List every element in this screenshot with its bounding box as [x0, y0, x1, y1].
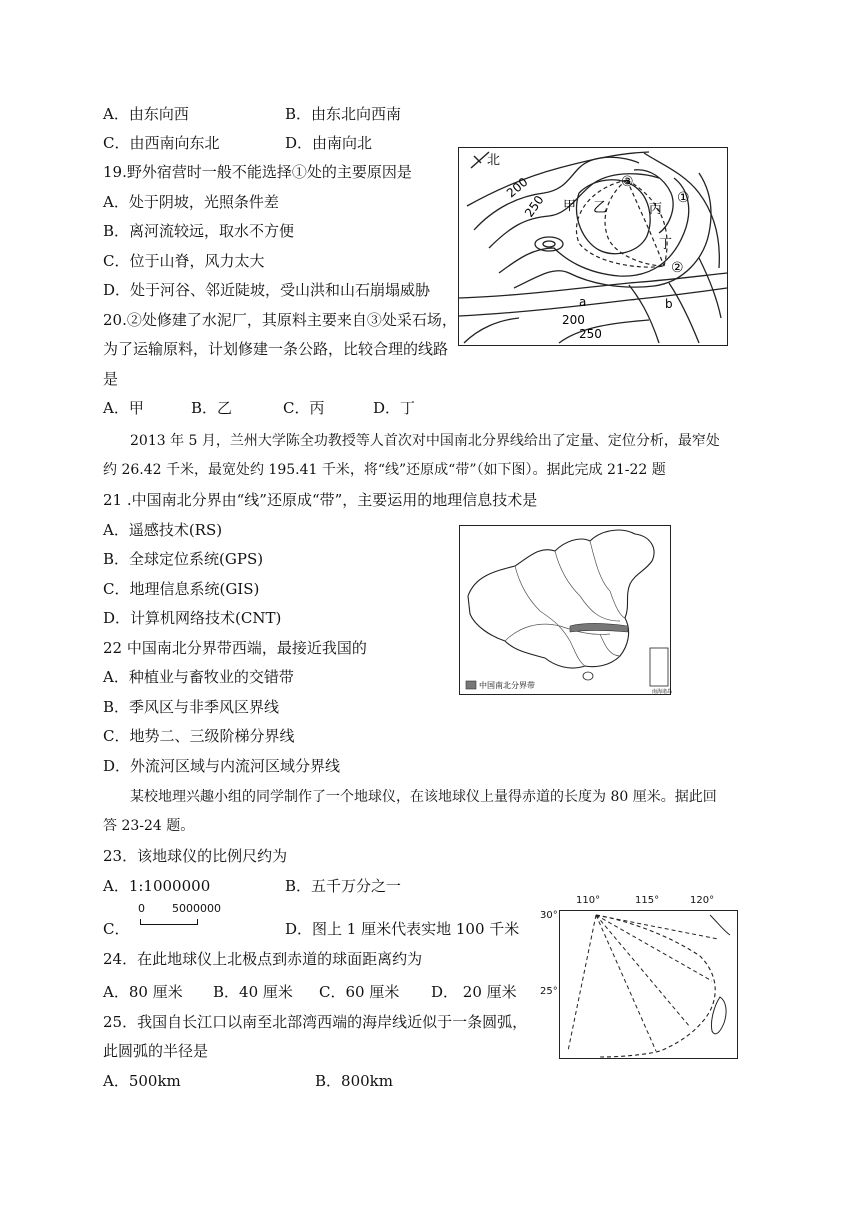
option-d: D．图上 1 厘米代表实地 100 千米	[285, 920, 520, 938]
river-label-b: b	[665, 297, 673, 311]
coastline-map-drawing	[560, 911, 737, 1058]
option-a: A．80 厘米	[103, 983, 183, 1001]
option-b: B．800km	[315, 1072, 393, 1090]
option-c: C．由西南向东北	[103, 134, 220, 152]
option-c: C．	[103, 920, 130, 938]
option-c: C．60 厘米	[319, 983, 400, 1001]
river-label-a: a	[579, 295, 587, 309]
contour-label-200: 200	[503, 174, 531, 201]
option-b: B．五千万分之一	[285, 877, 402, 895]
option-b: B．由东北向西南	[285, 105, 402, 123]
marker-3: ③	[621, 174, 634, 190]
route-label-ding: 丁	[659, 237, 673, 252]
scale-line	[140, 919, 198, 925]
option-b: B．离河流较远，取水不方便	[103, 222, 295, 240]
china-map-drawing	[460, 526, 673, 695]
option-b: B．40 厘米	[213, 983, 293, 1001]
option-d: D． 20 厘米	[431, 983, 517, 1001]
question-22: 22 中国南北分界带西端，最接近我国的	[103, 639, 367, 657]
coastline-map	[559, 895, 738, 1059]
option-b: B．季风区与非季风区界线	[103, 698, 280, 716]
route-label-yi: 乙	[593, 200, 607, 216]
china-map	[459, 525, 671, 695]
option-c: C．地理信息系统(GIS)	[103, 580, 260, 598]
question-20-cont: 为了运输原料，计划修建一条公路，比较合理的线路	[103, 340, 449, 358]
scale-bar	[134, 902, 224, 930]
route-label-jia: 甲	[563, 199, 577, 214]
option-c: C．位于山脊，风力太大	[103, 252, 265, 270]
legend-label: 中国南北分界带	[479, 681, 535, 690]
north-label: 北	[487, 153, 501, 168]
lat-label-25: 25°	[540, 986, 558, 997]
option-a: A．遥感技术(RS)	[103, 521, 223, 539]
contour-map-drawing	[459, 148, 727, 345]
option-d: D．计算机网络技术(CNT)	[103, 609, 282, 627]
question-25-cont: 此圆弧的半径是	[103, 1042, 209, 1060]
passage: 答 23-24 题。	[103, 818, 195, 834]
marker-1: ①	[677, 190, 690, 206]
marker-2: ②	[671, 260, 684, 276]
option-a: A．甲	[103, 399, 144, 417]
scale-value: 5000000	[172, 902, 221, 915]
lon-label-110: 110°	[576, 895, 601, 906]
option-a: A．500km	[103, 1072, 181, 1090]
question-25: 25．我国自长江口以南至北部湾西端的海岸线近似于一条圆弧，	[103, 1013, 528, 1031]
question-19: 19.野外宿营时一般不能选择①处的主要原因是	[103, 163, 412, 181]
option-d: D．外流河区域与内流河区域分界线	[103, 757, 341, 775]
question-23: 23．该地球仪的比例尺约为	[103, 847, 288, 865]
scale-zero: 0	[138, 902, 145, 915]
lon-label-120: 120°	[690, 895, 715, 906]
contour-label-250: 250	[521, 192, 547, 220]
contour-label-250: 250	[579, 327, 602, 341]
contour-map	[458, 147, 728, 346]
option-a: A．由东向西	[103, 105, 189, 123]
route-label-bing: 丙	[649, 202, 663, 217]
contour-label-200: 200	[562, 313, 585, 327]
passage: 2013 年 5 月，兰州大学陈全功教授等人首次对中国南北分界线给出了定量、定位分析，最窄处	[130, 433, 720, 449]
question-20: 20.②处修建了水泥厂，其原料主要来自③处采石场，	[103, 311, 457, 329]
option-c: C．地势二、三级阶梯分界线	[103, 727, 295, 745]
option-a: A．处于阴坡，光照条件差	[103, 193, 279, 211]
inset-label: 南海诸岛	[652, 689, 673, 695]
option-b: B．全球定位系统(GPS)	[103, 550, 264, 568]
passage: 约 26.42 千米，最宽处约 195.41 千米，将“线”还原成“带”（如下图）。据此完成 21-22 题	[103, 462, 666, 478]
option-a: A．1:1000000	[103, 877, 211, 895]
passage: 某校地理兴趣小组的同学制作了一个地球仪，在该地球仪上量得赤道的长度为 80 厘米。据此回	[130, 789, 717, 805]
lat-label-30: 30°	[540, 910, 558, 921]
option-d: D．丁	[373, 399, 416, 417]
option-c: C．丙	[283, 399, 325, 417]
question-21: 21 .中国南北分界由“线”还原成“带”，主要运用的地理信息技术是	[103, 491, 538, 509]
question-20-cont: 是	[103, 370, 119, 388]
option-d: D．处于河谷、邻近陡坡，受山洪和山石崩塌威胁	[103, 281, 431, 299]
option-d: D．由南向北	[285, 134, 373, 152]
lon-label-115: 115°	[635, 895, 660, 906]
question-24: 24．在此地球仪上北极点到赤道的球面距离约为	[103, 950, 423, 968]
option-a: A．种植业与畜牧业的交错带	[103, 668, 294, 686]
option-b: B．乙	[191, 399, 233, 417]
